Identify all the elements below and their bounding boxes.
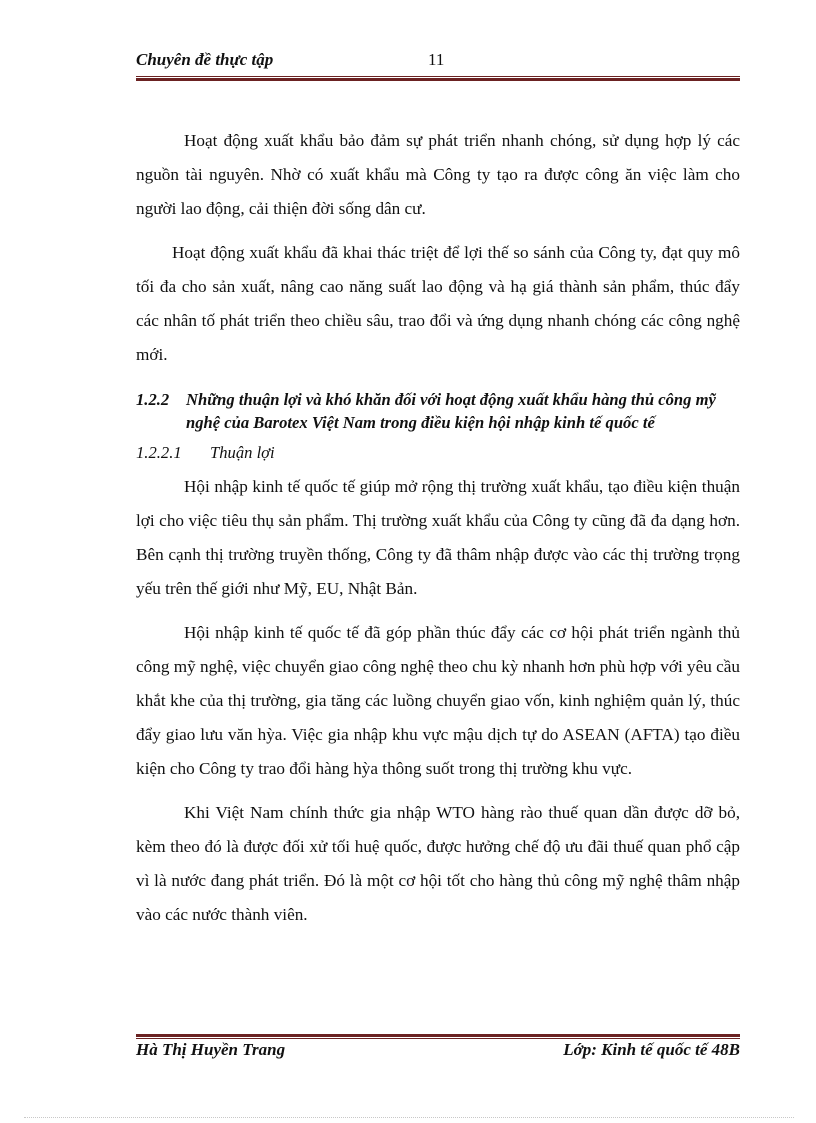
footer-author: Hà Thị Huyền Trang <box>136 1040 286 1059</box>
subsection-heading <box>136 440 740 466</box>
paragraph-1: Hoạt động xuất khẩu bảo đảm sự phát triển nhanh chóng, sử dụng hợp lý các nguồn tài nguyên. Nhờ có xuất khẩu mà Công ty tạo ra được công ăn việc làm cho người lao động, cải thiện đời sống dân cư. <box>136 131 740 218</box>
section-title: Những thuận lợi và khó khăn đối với hoạt động xuất khẩu hàng thủ công mỹ nghệ của Barotex Việt Nam trong điều kiện hội nhập kinh tế quốc tế <box>186 390 716 432</box>
footer-rule-thin <box>136 1038 740 1039</box>
section-heading <box>136 388 740 434</box>
document-body <box>136 124 740 942</box>
header-rule-thin <box>136 76 740 77</box>
footer-class: Lớp: Kinh tế quốc tế 48B <box>563 1040 740 1059</box>
paragraph-5: Khi Việt Nam chính thức gia nhập WTO hàng rào thuế quan dần được dỡ bỏ, kèm theo đó là được đối xử tối huệ quốc, được hưởng chế độ ưu đãi thuế quan phổ cập vì là nước đang phát triển. Đó là một cơ hội tốt cho hàng thủ công mỹ nghệ thâm nhập vào các nước thành viên. <box>136 803 740 924</box>
page-header <box>136 48 740 78</box>
paragraph-3: Hội nhập kinh tế quốc tế giúp mở rộng thị trường xuất khẩu, tạo điều kiện thuận lợi cho việc tiêu thụ sản phẩm. Thị trường xuất khẩu của Công ty cũng đã đa dạng hơn. Bên cạnh thị trường truyền thống, Công ty đã thâm nhập được vào các thị trường trọng yếu trên thế giới như Mỹ, EU, Nhật Bản. <box>136 477 740 598</box>
subsection-number: 1.2.2.1 <box>136 443 182 462</box>
paragraph-4: Hội nhập kinh tế quốc tế đã góp phần thúc đẩy các cơ hội phát triển ngành thủ công mỹ nghệ, việc chuyển giao công nghệ theo chu kỳ nhanh hơn phù hợp với yêu cầu khắt khe của thị trường, gia tăng các luồng chuyển giao vốn, kinh nghiệm quản lý, thúc đẩy giao lưu văn hỳa. Việc gia nhập khu vực mậu dịch tự do ASEAN (AFTA) tạo điều kiện cho Công ty trao đổi hàng hỳa thông suốt trong thị trường khu vực. <box>136 623 740 778</box>
page-number: 11 <box>428 50 445 69</box>
footer-rule-thick <box>136 1034 740 1037</box>
header-rule-thick <box>136 78 740 81</box>
page-footer <box>136 1040 740 1064</box>
section-number: 1.2.2 <box>136 390 170 409</box>
header-title: Chuyên đề thực tập <box>136 50 274 69</box>
subsection-title: Thuận lợi <box>210 443 275 462</box>
paragraph-2: Hoạt động xuất khẩu đã khai thác triệt để lợi thế so sánh của Công ty, đạt quy mô tối đa cho sản xuất, nâng cao năng suất lao động và hạ giá thành sản phẩm, thúc đẩy các nhân tố phát triển theo chiều sâu, trao đổi và ứng dụng nhanh chóng các công nghệ mới. <box>136 243 740 364</box>
page-edge-line <box>24 1117 794 1118</box>
